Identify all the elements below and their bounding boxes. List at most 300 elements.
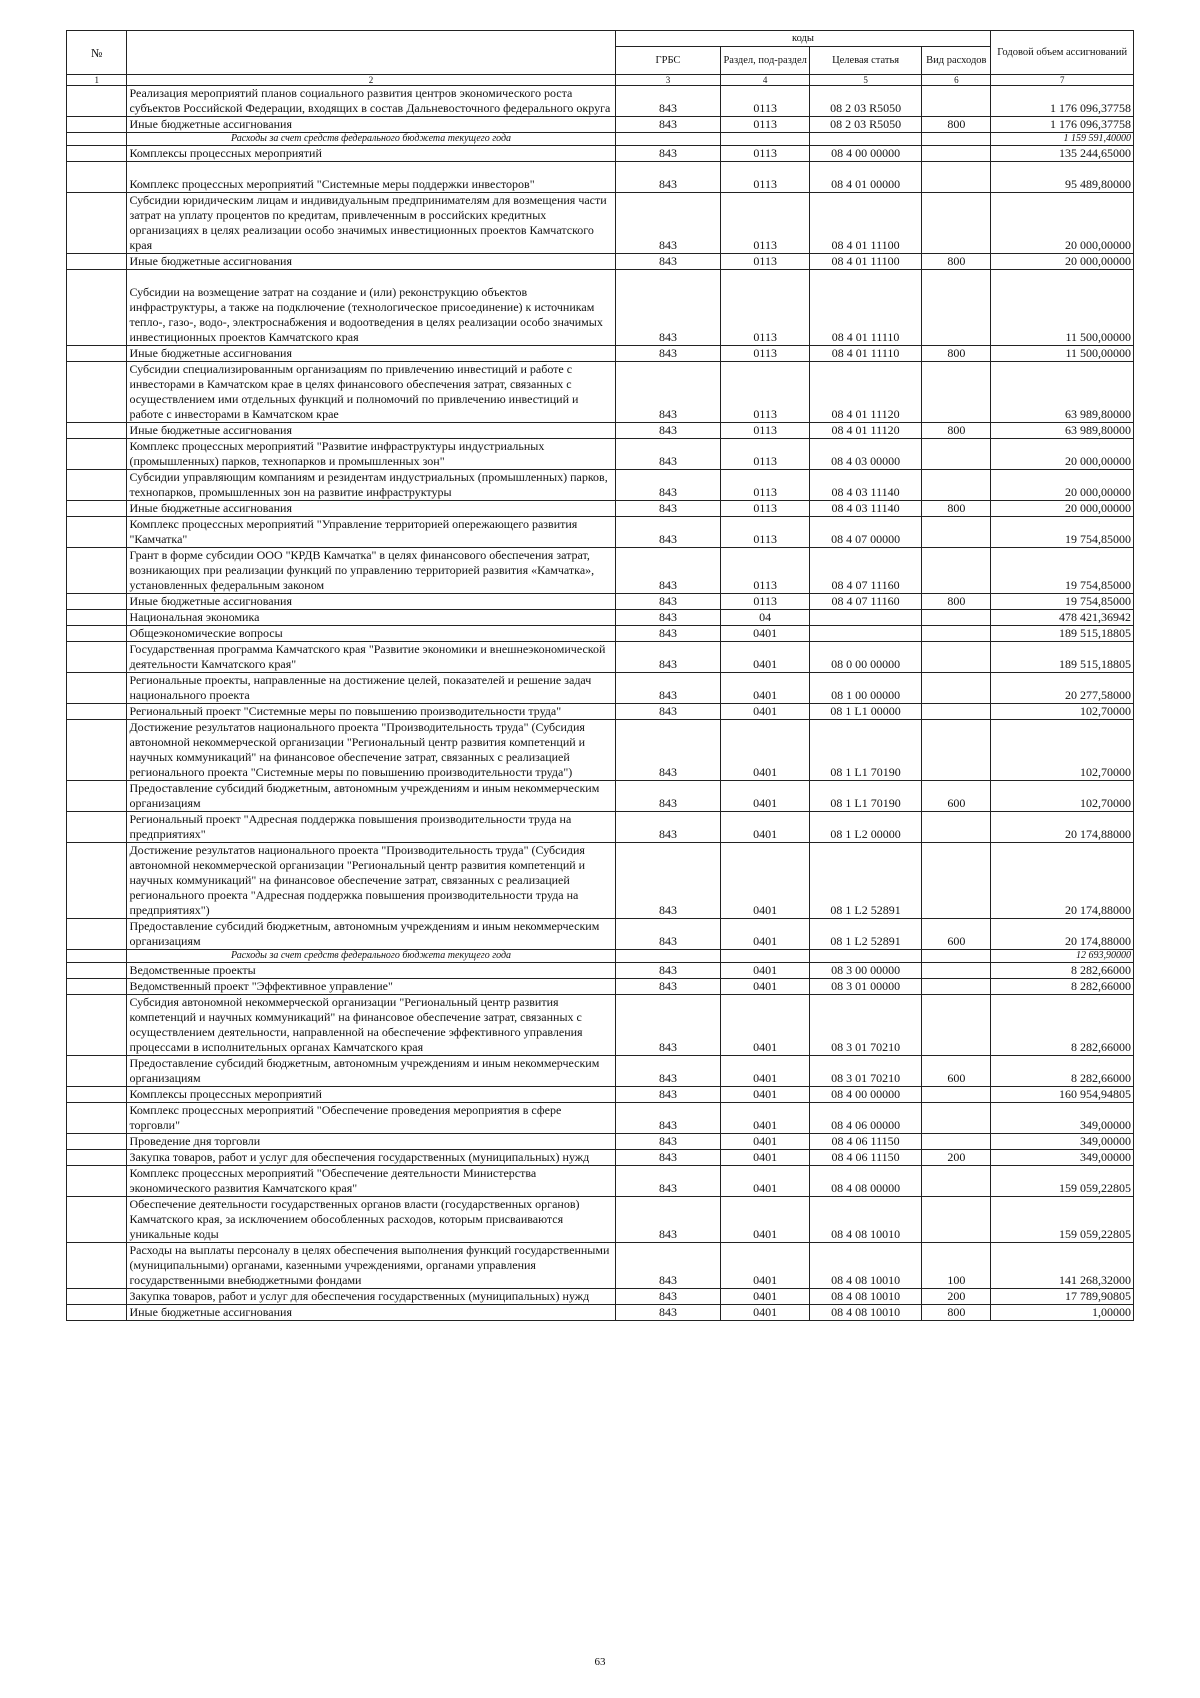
cell-number xyxy=(67,1166,127,1197)
cell-grbs: 843 xyxy=(615,193,721,254)
cell-annual-volume: 11 500,00000 xyxy=(991,270,1134,346)
cell-description: Региональные проекты, направленные на достижение целей, показателей и решение задач национального проекта xyxy=(127,673,615,704)
cell-section: 0113 xyxy=(721,548,810,594)
cell-description: Комплекс процессных мероприятий "Обеспечение проведения мероприятия в сфере торговли" xyxy=(127,1103,615,1134)
cell-annual-volume: 135 244,65000 xyxy=(991,146,1134,162)
table-row xyxy=(67,517,1134,548)
cell-target-article: 08 4 07 00000 xyxy=(809,517,921,548)
cell-number xyxy=(67,1134,127,1150)
cell-target-article: 08 3 01 00000 xyxy=(809,979,921,995)
cell-target-article: 08 4 01 00000 xyxy=(809,162,921,193)
cell-annual-volume: 1 176 096,37758 xyxy=(991,86,1134,117)
cell-target-article xyxy=(809,610,921,626)
cell-expense-type: 600 xyxy=(922,1056,991,1087)
table-row xyxy=(67,610,1134,626)
cell-number xyxy=(67,812,127,843)
col-number-5: 5 xyxy=(809,75,921,86)
cell-description: Субсидия автономной некоммерческой организации "Региональный центр развития компетенций и научных коммуникаций" на финансовое обеспечение затрат, связанных с осуществлением деятельности, направленной на обеспечение эффективного управления процессами в исполнительных органах Камчатского края xyxy=(127,995,615,1056)
cell-expense-type: 800 xyxy=(922,346,991,362)
cell-target-article: 08 4 01 11100 xyxy=(809,193,921,254)
table-row xyxy=(67,270,1134,346)
cell-grbs: 843 xyxy=(615,642,721,673)
cell-section: 0401 xyxy=(721,720,810,781)
cell-section: 0401 xyxy=(721,704,810,720)
header-description xyxy=(127,31,615,75)
cell-description: Иные бюджетные ассигнования xyxy=(127,254,615,270)
cell-grbs: 843 xyxy=(615,470,721,501)
cell-description: Иные бюджетные ассигнования xyxy=(127,117,615,133)
cell-expense-type xyxy=(922,162,991,193)
cell-target-article: 08 4 03 00000 xyxy=(809,439,921,470)
table-row xyxy=(67,594,1134,610)
cell-annual-volume: 20 000,00000 xyxy=(991,439,1134,470)
cell-annual-volume: 63 989,80000 xyxy=(991,423,1134,439)
cell-expense-type xyxy=(922,673,991,704)
cell-section: 0113 xyxy=(721,594,810,610)
cell-description: Расходы на выплаты персоналу в целях обеспечения выполнения функций государственными (муниципальными) органами, казенными учреждениями, органами управления государственными внебюджетными фондами xyxy=(127,1243,615,1289)
cell-expense-type xyxy=(922,720,991,781)
cell-target-article: 08 4 01 11110 xyxy=(809,270,921,346)
cell-grbs: 843 xyxy=(615,146,721,162)
cell-grbs: 843 xyxy=(615,162,721,193)
cell-grbs: 843 xyxy=(615,963,721,979)
cell-section: 0401 xyxy=(721,1103,810,1134)
cell-annual-volume: 20 277,58000 xyxy=(991,673,1134,704)
cell-number xyxy=(67,501,127,517)
table-row xyxy=(67,1289,1134,1305)
cell-expense-type xyxy=(922,995,991,1056)
cell-expense-type xyxy=(922,470,991,501)
cell-grbs: 843 xyxy=(615,1087,721,1103)
cell-description: Субсидии юридическим лицам и индивидуальным предпринимателям для возмещения части затрат на уплату процентов по кредитам, привлеченным в российских кредитных организациях в целях реализации особо значимых инвестиционных проектов Камчатского края xyxy=(127,193,615,254)
table-row xyxy=(67,1243,1134,1289)
cell-number xyxy=(67,470,127,501)
cell-expense-type: 600 xyxy=(922,919,991,950)
cell-target-article: 08 3 00 00000 xyxy=(809,963,921,979)
cell-expense-type xyxy=(922,133,991,146)
cell-number xyxy=(67,423,127,439)
cell-expense-type: 800 xyxy=(922,423,991,439)
cell-description: Комплексы процессных мероприятий xyxy=(127,146,615,162)
table-row xyxy=(67,470,1134,501)
cell-annual-volume: 349,00000 xyxy=(991,1103,1134,1134)
cell-grbs xyxy=(615,133,721,146)
cell-section: 0113 xyxy=(721,423,810,439)
cell-number xyxy=(67,162,127,193)
cell-number xyxy=(67,919,127,950)
cell-annual-volume: 19 754,85000 xyxy=(991,548,1134,594)
cell-section: 0401 xyxy=(721,812,810,843)
col-number-3: 3 xyxy=(615,75,721,86)
cell-expense-type xyxy=(922,812,991,843)
cell-expense-type xyxy=(922,1166,991,1197)
cell-annual-volume: 95 489,80000 xyxy=(991,162,1134,193)
cell-grbs: 843 xyxy=(615,117,721,133)
table-row-note xyxy=(67,133,1134,146)
cell-target-article: 08 4 01 11120 xyxy=(809,423,921,439)
cell-expense-type xyxy=(922,642,991,673)
cell-target-article: 08 4 08 10010 xyxy=(809,1197,921,1243)
cell-annual-volume: 189 515,18805 xyxy=(991,642,1134,673)
cell-expense-type xyxy=(922,626,991,642)
cell-description: Закупка товаров, работ и услуг для обеспечения государственных (муниципальных) нужд xyxy=(127,1150,615,1166)
cell-target-article: 08 1 L1 70190 xyxy=(809,720,921,781)
cell-section: 0401 xyxy=(721,919,810,950)
table-row xyxy=(67,362,1134,423)
col-number-7: 7 xyxy=(991,75,1134,86)
cell-expense-type xyxy=(922,963,991,979)
cell-grbs: 843 xyxy=(615,517,721,548)
cell-annual-volume: 20 000,00000 xyxy=(991,254,1134,270)
cell-expense-type: 200 xyxy=(922,1289,991,1305)
cell-annual-volume: 159 059,22805 xyxy=(991,1197,1134,1243)
cell-number xyxy=(67,626,127,642)
table-row xyxy=(67,642,1134,673)
table-row xyxy=(67,254,1134,270)
cell-grbs: 843 xyxy=(615,1103,721,1134)
cell-section: 0113 xyxy=(721,501,810,517)
cell-section: 0401 xyxy=(721,1087,810,1103)
table-row xyxy=(67,548,1134,594)
cell-expense-type xyxy=(922,1197,991,1243)
cell-description: Комплекс процессных мероприятий "Развитие инфраструктуры индустриальных (промышленных) парков, технопарков и промышленных зон" xyxy=(127,439,615,470)
cell-target-article: 08 4 01 11100 xyxy=(809,254,921,270)
header-grbs: ГРБС xyxy=(615,47,721,75)
table-row xyxy=(67,704,1134,720)
cell-annual-volume: 19 754,85000 xyxy=(991,517,1134,548)
cell-section: 0401 xyxy=(721,1289,810,1305)
cell-grbs: 843 xyxy=(615,843,721,919)
header-annual-volume: Годовой объем ассигнований xyxy=(991,31,1134,75)
cell-grbs: 843 xyxy=(615,346,721,362)
cell-target-article: 08 4 00 00000 xyxy=(809,1087,921,1103)
cell-expense-type xyxy=(922,950,991,963)
cell-expense-type xyxy=(922,193,991,254)
cell-section: 0113 xyxy=(721,470,810,501)
cell-section: 0113 xyxy=(721,439,810,470)
table-row xyxy=(67,1134,1134,1150)
cell-description: Субсидии специализированным организациям по привлечению инвестиций и работе с инвесторами в Камчатском крае в целях финансового обеспечения затрат, связанных с осуществлением ими отдельных функций и полномочий по привлечению инвестиций и работе с инвесторами в Камчатском крае xyxy=(127,362,615,423)
cell-number xyxy=(67,1197,127,1243)
cell-expense-type xyxy=(922,979,991,995)
cell-target-article: 08 4 00 00000 xyxy=(809,146,921,162)
cell-section: 04 xyxy=(721,610,810,626)
cell-number xyxy=(67,1150,127,1166)
cell-section: 0113 xyxy=(721,117,810,133)
cell-expense-type: 600 xyxy=(922,781,991,812)
cell-description: Иные бюджетные ассигнования xyxy=(127,423,615,439)
cell-section: 0401 xyxy=(721,843,810,919)
cell-annual-volume: 1 176 096,37758 xyxy=(991,117,1134,133)
cell-expense-type xyxy=(922,704,991,720)
cell-target-article: 08 4 08 10010 xyxy=(809,1243,921,1289)
cell-expense-type: 800 xyxy=(922,117,991,133)
cell-grbs: 843 xyxy=(615,979,721,995)
cell-expense-type xyxy=(922,439,991,470)
cell-target-article xyxy=(809,626,921,642)
cell-number xyxy=(67,517,127,548)
cell-target-article: 08 3 01 70210 xyxy=(809,1056,921,1087)
cell-annual-volume: 12 693,90000 xyxy=(991,950,1134,963)
cell-grbs: 843 xyxy=(615,254,721,270)
cell-section xyxy=(721,950,810,963)
cell-grbs: 843 xyxy=(615,781,721,812)
cell-expense-type xyxy=(922,146,991,162)
cell-number xyxy=(67,720,127,781)
cell-number xyxy=(67,1289,127,1305)
cell-target-article: 08 4 03 11140 xyxy=(809,470,921,501)
cell-description: Субсидии на возмещение затрат на создание и (или) реконструкцию объектов инфраструктуры, а также на подключение (технологическое присоединение) к источникам тепло-, газо-, водо-, электроснабжения и водоотведения в целях реализации особо значимых инвестиционных проектов Камчатского края xyxy=(127,270,615,346)
table-row xyxy=(67,1197,1134,1243)
table-row xyxy=(67,812,1134,843)
document-page xyxy=(66,30,1134,1321)
cell-grbs: 843 xyxy=(615,501,721,517)
cell-target-article: 08 1 L2 52891 xyxy=(809,843,921,919)
cell-grbs: 843 xyxy=(615,704,721,720)
cell-annual-volume: 1,00000 xyxy=(991,1305,1134,1321)
cell-expense-type xyxy=(922,548,991,594)
cell-section: 0401 xyxy=(721,1305,810,1321)
cell-description: Достижение результатов национального проекта "Производительность труда" (Субсидия автономной некоммерческой организации "Региональный центр развития компетенций и научных коммуникаций" на финансовое обеспечение затрат, связанных с реализацией регионального проекта "Системные меры по повышению производительности труда") xyxy=(127,720,615,781)
cell-number xyxy=(67,86,127,117)
cell-expense-type xyxy=(922,1134,991,1150)
cell-target-article: 08 4 03 11140 xyxy=(809,501,921,517)
table-row-note xyxy=(67,950,1134,963)
cell-target-article: 08 1 L1 00000 xyxy=(809,704,921,720)
table-row xyxy=(67,346,1134,362)
page-number: 63 xyxy=(594,1656,606,1668)
cell-section: 0401 xyxy=(721,963,810,979)
cell-annual-volume: 20 174,88000 xyxy=(991,812,1134,843)
cell-number xyxy=(67,439,127,470)
cell-number xyxy=(67,117,127,133)
cell-section: 0401 xyxy=(721,1243,810,1289)
cell-description: Реализация мероприятий планов социального развития центров экономического роста субъектов Российской Федерации, входящих в состав Дальневосточного федерального округа xyxy=(127,86,615,117)
cell-description: Предоставление субсидий бюджетным, автономным учреждениям и иным некоммерческим организациям xyxy=(127,1056,615,1087)
cell-description: Предоставление субсидий бюджетным, автономным учреждениям и иным некоммерческим организациям xyxy=(127,781,615,812)
cell-annual-volume: 1 159 591,40000 xyxy=(991,133,1134,146)
cell-section xyxy=(721,133,810,146)
cell-grbs: 843 xyxy=(615,610,721,626)
table-row xyxy=(67,1087,1134,1103)
cell-target-article: 08 0 00 00000 xyxy=(809,642,921,673)
table-row xyxy=(67,146,1134,162)
cell-target-article: 08 4 06 11150 xyxy=(809,1134,921,1150)
cell-description: Проведение дня торговли xyxy=(127,1134,615,1150)
cell-expense-type xyxy=(922,270,991,346)
cell-expense-type xyxy=(922,362,991,423)
table-row xyxy=(67,1305,1134,1321)
cell-annual-volume: 102,70000 xyxy=(991,720,1134,781)
cell-annual-volume: 8 282,66000 xyxy=(991,963,1134,979)
cell-section: 0401 xyxy=(721,626,810,642)
cell-number xyxy=(67,1243,127,1289)
cell-expense-type: 800 xyxy=(922,1305,991,1321)
cell-target-article: 08 3 01 70210 xyxy=(809,995,921,1056)
cell-section: 0401 xyxy=(721,781,810,812)
cell-target-article: 08 4 07 11160 xyxy=(809,548,921,594)
cell-grbs: 843 xyxy=(615,439,721,470)
cell-grbs: 843 xyxy=(615,1150,721,1166)
cell-section: 0113 xyxy=(721,254,810,270)
cell-expense-type: 800 xyxy=(922,501,991,517)
cell-target-article xyxy=(809,133,921,146)
cell-section: 0401 xyxy=(721,1166,810,1197)
cell-number xyxy=(67,963,127,979)
cell-grbs: 843 xyxy=(615,1134,721,1150)
cell-number xyxy=(67,1305,127,1321)
cell-description: Иные бюджетные ассигнования xyxy=(127,501,615,517)
cell-description: Обеспечение деятельности государственных органов власти (государственных органов) Камчатского края, за исключением обособленных расходов, которым присваиваются уникальные коды xyxy=(127,1197,615,1243)
cell-section: 0113 xyxy=(721,146,810,162)
cell-target-article: 08 4 08 00000 xyxy=(809,1166,921,1197)
cell-description: Достижение результатов национального проекта "Производительность труда" (Субсидия автономной некоммерческой организации "Региональный центр развития компетенций и научных коммуникаций" на финансовое обеспечение затрат, связанных с реализацией регионального проекта "Адресная поддержка повышения производительности труда на предприятиях") xyxy=(127,843,615,919)
cell-section: 0113 xyxy=(721,86,810,117)
cell-grbs: 843 xyxy=(615,1289,721,1305)
cell-section: 0401 xyxy=(721,1197,810,1243)
col-number-2: 2 xyxy=(127,75,615,86)
cell-grbs: 843 xyxy=(615,362,721,423)
cell-annual-volume: 20 174,88000 xyxy=(991,919,1134,950)
cell-number xyxy=(67,642,127,673)
budget-table xyxy=(66,30,1134,1321)
cell-grbs: 843 xyxy=(615,720,721,781)
cell-number xyxy=(67,362,127,423)
cell-annual-volume: 19 754,85000 xyxy=(991,594,1134,610)
cell-target-article: 08 4 06 00000 xyxy=(809,1103,921,1134)
cell-number xyxy=(67,594,127,610)
cell-grbs: 843 xyxy=(615,673,721,704)
cell-description: Региональный проект "Адресная поддержка повышения производительности труда на предприятиях" xyxy=(127,812,615,843)
cell-description: Предоставление субсидий бюджетным, автономным учреждениям и иным некоммерческим организациям xyxy=(127,919,615,950)
table-row xyxy=(67,963,1134,979)
table-row xyxy=(67,1056,1134,1087)
cell-target-article: 08 1 00 00000 xyxy=(809,673,921,704)
col-number-4: 4 xyxy=(721,75,810,86)
cell-target-article: 08 2 03 R5050 xyxy=(809,86,921,117)
cell-expense-type: 200 xyxy=(922,1150,991,1166)
table-row xyxy=(67,979,1134,995)
header-row-1 xyxy=(67,31,1134,47)
cell-number xyxy=(67,843,127,919)
cell-number xyxy=(67,1056,127,1087)
cell-target-article: 08 1 L2 52891 xyxy=(809,919,921,950)
cell-target-article: 08 4 01 11110 xyxy=(809,346,921,362)
cell-grbs: 843 xyxy=(615,626,721,642)
cell-section: 0401 xyxy=(721,995,810,1056)
cell-annual-volume: 8 282,66000 xyxy=(991,995,1134,1056)
cell-description: Расходы за счет средств федерального бюджета текущего года xyxy=(127,133,615,146)
table-row xyxy=(67,995,1134,1056)
cell-annual-volume: 20 000,00000 xyxy=(991,501,1134,517)
cell-description: Иные бюджетные ассигнования xyxy=(127,346,615,362)
cell-number xyxy=(67,146,127,162)
cell-expense-type: 100 xyxy=(922,1243,991,1289)
cell-number xyxy=(67,1087,127,1103)
table-row xyxy=(67,626,1134,642)
table-row xyxy=(67,1166,1134,1197)
cell-annual-volume: 102,70000 xyxy=(991,781,1134,812)
cell-section: 0401 xyxy=(721,1150,810,1166)
cell-description: Государственная программа Камчатского края "Развитие экономики и внешнеэкономической деятельности Камчатского края" xyxy=(127,642,615,673)
cell-description: Комплексы процессных мероприятий xyxy=(127,1087,615,1103)
cell-description: Комплекс процессных мероприятий "Системные меры поддержки инвесторов" xyxy=(127,162,615,193)
cell-grbs: 843 xyxy=(615,1166,721,1197)
cell-grbs: 843 xyxy=(615,270,721,346)
cell-section: 0113 xyxy=(721,270,810,346)
cell-number xyxy=(67,995,127,1056)
cell-grbs: 843 xyxy=(615,995,721,1056)
cell-section: 0113 xyxy=(721,162,810,193)
cell-description: Иные бюджетные ассигнования xyxy=(127,1305,615,1321)
cell-section: 0401 xyxy=(721,1134,810,1150)
cell-expense-type xyxy=(922,1103,991,1134)
cell-number xyxy=(67,254,127,270)
col-number-6: 6 xyxy=(922,75,991,86)
cell-expense-type xyxy=(922,517,991,548)
cell-annual-volume: 63 989,80000 xyxy=(991,362,1134,423)
cell-description: Национальная экономика xyxy=(127,610,615,626)
cell-target-article: 08 1 L1 70190 xyxy=(809,781,921,812)
cell-number xyxy=(67,193,127,254)
cell-annual-volume: 8 282,66000 xyxy=(991,979,1134,995)
cell-description: Иные бюджетные ассигнования xyxy=(127,594,615,610)
cell-number xyxy=(67,548,127,594)
cell-grbs: 843 xyxy=(615,1243,721,1289)
cell-annual-volume: 11 500,00000 xyxy=(991,346,1134,362)
cell-description: Региональный проект "Системные меры по повышению производительности труда" xyxy=(127,704,615,720)
cell-description: Закупка товаров, работ и услуг для обеспечения государственных (муниципальных) нужд xyxy=(127,1289,615,1305)
cell-grbs: 843 xyxy=(615,86,721,117)
header-column-numbers xyxy=(67,75,1134,86)
cell-target-article: 08 2 03 R5050 xyxy=(809,117,921,133)
cell-grbs xyxy=(615,950,721,963)
table-row xyxy=(67,843,1134,919)
cell-expense-type xyxy=(922,843,991,919)
table-row xyxy=(67,720,1134,781)
cell-grbs: 843 xyxy=(615,548,721,594)
cell-section: 0113 xyxy=(721,346,810,362)
cell-section: 0401 xyxy=(721,979,810,995)
header-target-article: Целевая статья xyxy=(809,47,921,75)
cell-annual-volume: 102,70000 xyxy=(991,704,1134,720)
cell-description: Общеэкономические вопросы xyxy=(127,626,615,642)
cell-expense-type xyxy=(922,1087,991,1103)
cell-section: 0401 xyxy=(721,1056,810,1087)
header-expense-type: Вид расходов xyxy=(922,47,991,75)
cell-expense-type: 800 xyxy=(922,254,991,270)
cell-annual-volume: 20 000,00000 xyxy=(991,470,1134,501)
cell-number xyxy=(67,346,127,362)
table-row xyxy=(67,439,1134,470)
cell-number xyxy=(67,133,127,146)
cell-number xyxy=(67,673,127,704)
cell-grbs: 843 xyxy=(615,1056,721,1087)
cell-number xyxy=(67,704,127,720)
table-row xyxy=(67,193,1134,254)
cell-annual-volume: 160 954,94805 xyxy=(991,1087,1134,1103)
table-row xyxy=(67,781,1134,812)
cell-target-article: 08 4 01 11120 xyxy=(809,362,921,423)
cell-description: Расходы за счет средств федерального бюджета текущего года xyxy=(127,950,615,963)
table-row xyxy=(67,86,1134,117)
cell-grbs: 843 xyxy=(615,423,721,439)
cell-annual-volume: 8 282,66000 xyxy=(991,1056,1134,1087)
cell-annual-volume: 478 421,36942 xyxy=(991,610,1134,626)
cell-section: 0401 xyxy=(721,673,810,704)
table-row xyxy=(67,162,1134,193)
table-row xyxy=(67,1150,1134,1166)
